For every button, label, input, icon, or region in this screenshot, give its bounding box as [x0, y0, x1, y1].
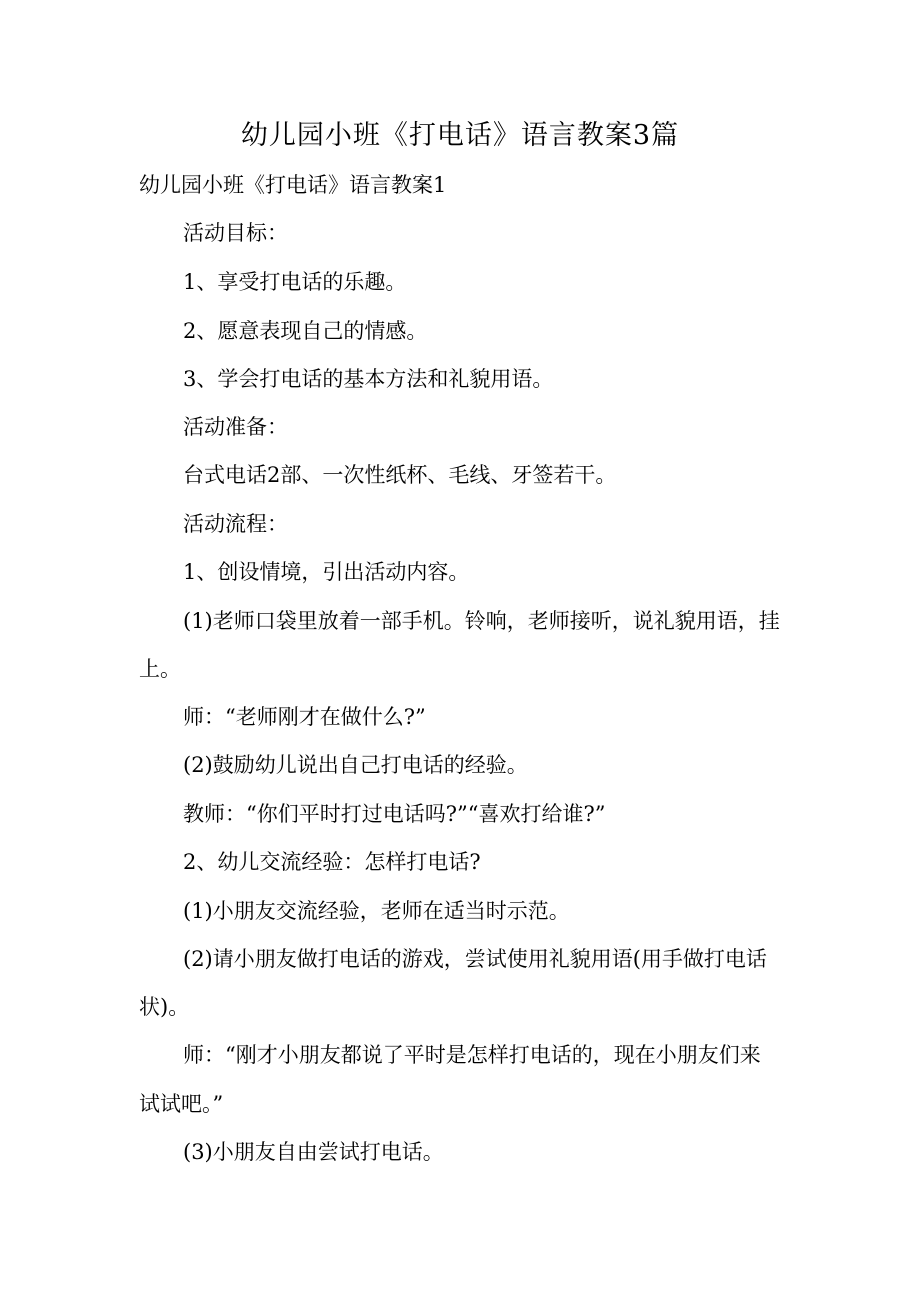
paragraph-continuation: 状)。	[139, 995, 190, 1019]
paragraph: (2)请小朋友做打电话的游戏，尝试使用礼貌用语(用手做打电话	[183, 947, 767, 971]
paragraph: (1)老师口袋里放着一部手机。铃响，老师接听，说礼貌用语，挂	[183, 609, 780, 633]
paragraph: 师：“老师刚才在做什么?”	[183, 705, 426, 729]
paragraph: 师：“刚才小朋友都说了平时是怎样打电话的，现在小朋友们来	[183, 1043, 761, 1067]
paragraph: 教师：“你们平时打过电话吗?”“喜欢打给谁?”	[183, 802, 606, 826]
paragraph-continuation: 上。	[139, 657, 181, 681]
document-title: 幼儿园小班《打电话》语言教案3篇	[240, 120, 680, 151]
paragraph: (1)小朋友交流经验，老师在适当时示范。	[183, 899, 570, 923]
section-heading: 幼儿园小班《打电话》语言教案1	[139, 173, 447, 197]
paragraph: 2、幼儿交流经验：怎样打电话?	[183, 850, 481, 874]
paragraph: 1、享受打电话的乐趣。	[183, 270, 407, 294]
paragraph: 3、学会打电话的基本方法和礼貌用语。	[183, 367, 554, 391]
paragraph-continuation: 试试吧。”	[139, 1092, 224, 1116]
paragraph: 台式电话2部、一次性纸杯、毛线、牙签若干。	[183, 463, 617, 487]
paragraph: 2、愿意表现自己的情感。	[183, 319, 428, 343]
paragraph: 活动目标：	[183, 221, 288, 245]
paragraph: (2)鼓励幼儿说出自己打电话的经验。	[183, 753, 528, 777]
paragraph: 活动准备：	[183, 415, 288, 439]
paragraph: (3)小朋友自由尝试打电话。	[183, 1140, 444, 1164]
paragraph: 活动流程：	[183, 512, 288, 536]
paragraph: 1、创设情境，引出活动内容。	[183, 560, 470, 584]
